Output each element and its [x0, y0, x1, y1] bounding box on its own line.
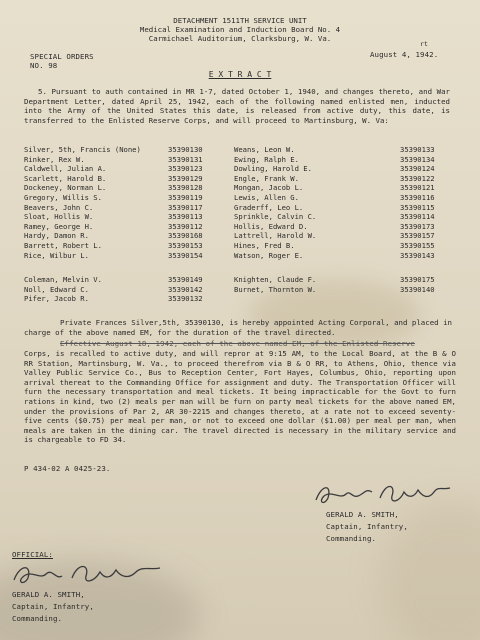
serial-number: 35390123	[168, 164, 203, 174]
roster-row	[24, 212, 460, 222]
paragraph-appoint: Private Frances Silver,5th, 35390130, is hereby appointed Acting Corporal, and placed in charge of the above named EM, for the duration of the travel directed.	[24, 318, 452, 337]
struck-line: Effective August 18, 1942, each of the above named EM, of the Enlisted Reserve	[60, 339, 415, 348]
roster-row	[24, 251, 460, 261]
serial-number: 35390119	[168, 192, 203, 202]
roster-row	[24, 222, 460, 232]
commander-signature	[310, 478, 460, 514]
enlisted-name: Hardy, Damon R.	[24, 231, 89, 241]
enlisted-name: Knighten, Claude F.	[234, 275, 317, 284]
enlisted-name: Rinker, Rex W.	[24, 154, 85, 164]
serial-number: 35390175	[400, 275, 435, 284]
serial-number: 35390124	[400, 164, 435, 174]
serial-number: 35390122	[400, 173, 435, 183]
serial-number: 35390154	[168, 250, 203, 260]
enlisted-name: Mongan, Jacob L.	[234, 183, 304, 193]
official-signature	[10, 560, 170, 594]
enlisted-name: Barrett, Robert L.	[24, 240, 102, 250]
enlisted-name: Hollis, Edward D.	[234, 221, 308, 231]
signer-role: Commanding.	[326, 534, 377, 543]
enlisted-name: Scarlett, Harold B.	[24, 173, 107, 183]
serial-number: 35390128	[168, 183, 203, 193]
serial-number: 35390134	[400, 154, 435, 164]
special-orders-number: NO. 98	[30, 61, 58, 70]
roster-row	[24, 231, 460, 241]
enlisted-name: Hines, Fred B.	[234, 240, 295, 250]
serial-number: 35390155	[400, 240, 435, 250]
serial-number: 35390115	[400, 202, 435, 212]
serial-number: 35390149	[168, 275, 203, 284]
serial-number: 35390168	[168, 231, 203, 241]
roster-row	[24, 241, 460, 251]
enlisted-name: Caldwell, Julian A.	[24, 164, 107, 174]
enlisted-name: Engle, Frank W.	[234, 173, 299, 183]
serial-number: 35390173	[400, 221, 435, 231]
signature-scribble	[10, 560, 170, 590]
serial-number: 35390143	[400, 250, 435, 260]
roster-row	[24, 164, 460, 174]
serial-number: 35390142	[168, 284, 203, 294]
enlisted-name: Graderff, Leo L.	[234, 202, 304, 212]
serial-number: 35390140	[400, 284, 435, 294]
order-date: August 4, 1942.	[370, 50, 439, 59]
roster-row	[24, 275, 460, 285]
date-superscript: rt	[420, 40, 429, 48]
roster-row	[24, 285, 460, 295]
enlisted-name: Ewing, Ralph E.	[234, 154, 299, 164]
serial-number: 35390132	[168, 294, 203, 304]
header-board: Medical Examination and Induction Board No. 4	[139, 25, 341, 34]
serial-number: 35390113	[168, 212, 203, 222]
enlisted-name: Dockeney, Norman L.	[24, 183, 107, 193]
enlisted-name: Noll, Edward C.	[24, 284, 89, 294]
serial-number: 35390131	[168, 154, 203, 164]
enlisted-name: Sloat, Hollis W.	[24, 212, 94, 222]
serial-number: 35390121	[400, 183, 435, 193]
serial-number: 35390114	[400, 212, 435, 222]
enlisted-name: Burnet, Thornton W.	[234, 284, 317, 294]
extract-title: E X T R A C T	[208, 70, 272, 79]
official-rank: Captain, Infantry,	[12, 602, 94, 611]
enlisted-name: Sprinkle, Calvin C.	[234, 212, 317, 222]
signer-name: GERALD A. SMITH,	[326, 510, 399, 519]
serial-number: 35390153	[168, 240, 203, 250]
header-location: Carmichael Auditorium, Clarksburg, W. Va.	[148, 34, 332, 43]
enlisted-roster	[24, 145, 460, 260]
enlisted-name: Coleman, Melvin V.	[24, 275, 102, 284]
enlisted-name: Beavers, John C.	[24, 202, 94, 212]
roster-row	[24, 155, 460, 165]
enlisted-name: Pifer, Jacob R.	[24, 294, 89, 304]
enlisted-name: Gregory, Willis S.	[24, 192, 102, 202]
fund-code: P 434-02 A 0425-23.	[24, 464, 111, 473]
enlisted-name: Ramey, George H.	[24, 221, 94, 231]
enlisted-name: Silver, 5th, Francis (None)	[24, 145, 141, 154]
official-name: GERALD A. SMITH,	[12, 590, 85, 599]
roster-row	[24, 174, 460, 184]
serial-number: 35390129	[168, 173, 203, 183]
enlisted-name: Lattrell, Harold W.	[234, 231, 317, 241]
serial-number: 35390130	[168, 145, 203, 154]
official-role: Commanding.	[12, 614, 63, 623]
serial-number: 35390116	[400, 192, 435, 202]
signature-scribble	[310, 478, 460, 510]
roster-row	[24, 294, 460, 304]
serial-number: 35390112	[168, 221, 203, 231]
special-orders-label: SPECIAL ORDERS	[30, 52, 94, 61]
enlisted-name: Watson, Roger E.	[234, 250, 304, 260]
serial-number: 35390133	[400, 145, 435, 154]
signer-rank: Captain, Infantry,	[326, 522, 408, 531]
roster-row	[24, 203, 460, 213]
paragraph-5: 5. Pursuant to auth contained in MR 1-7, dated October 1, 1940, and changes thereto, and War Department Letter, dated April 25, 1942, each of the following named enlisted men, inducted into the Army of the United States this date, is released from active duty, this date, is transferred to the Enlisted Reserve Corps, and will proceed to Martinsburg, W. Va:	[24, 87, 450, 125]
enlisted-name: Rice, Wilbur L.	[24, 250, 89, 260]
enlisted-name: Dowling, Harold E.	[234, 164, 312, 174]
roster-row	[24, 145, 460, 155]
roster-row	[24, 193, 460, 203]
serial-number: 35390117	[168, 202, 203, 212]
official-label: OFFICIAL:	[12, 550, 53, 559]
roster-row	[24, 183, 460, 193]
enlisted-roster-2	[24, 275, 460, 304]
header-unit: DETACHMENT 1511TH SERVICE UNIT	[173, 16, 307, 25]
serial-number: 35390157	[400, 231, 435, 241]
paragraph-recall: Corps, is recalled to active duty, and will repror at 9:15 AM, to the Local Board, at the B & O RR Station, Martinsburg, W. Va., to proceed therefrom via B & O RR, to Athens, Ohio, thence via Valley Public Service Co., Bus to Reception Center, Fort Hayes, Columbus, Ohio, reporting upon arrival thereat to the Commanding Office for assignment and duty. The Transportation Officer will furn the necessary transportation and meal tickets. It being impracticable for the Govt to furn rations in kind, two (2) meals per man will be furn on party meal tickets for the above named EM, under the provisions of Par 2, AR 30-2215 and changes thereto, at a rate not to exceed seventy-five cents ($0.75) per meal per man, or not to exceed one dollar ($1.00) per meal per man, when meals are taken in the dining car. The travel directed is necessary in the military service and is chargeable to FD 34.	[24, 349, 456, 445]
enlisted-name: Weans, Leon W.	[234, 145, 295, 154]
paper-stain	[380, 500, 480, 640]
enlisted-name: Lewis, Allen G.	[234, 192, 299, 202]
